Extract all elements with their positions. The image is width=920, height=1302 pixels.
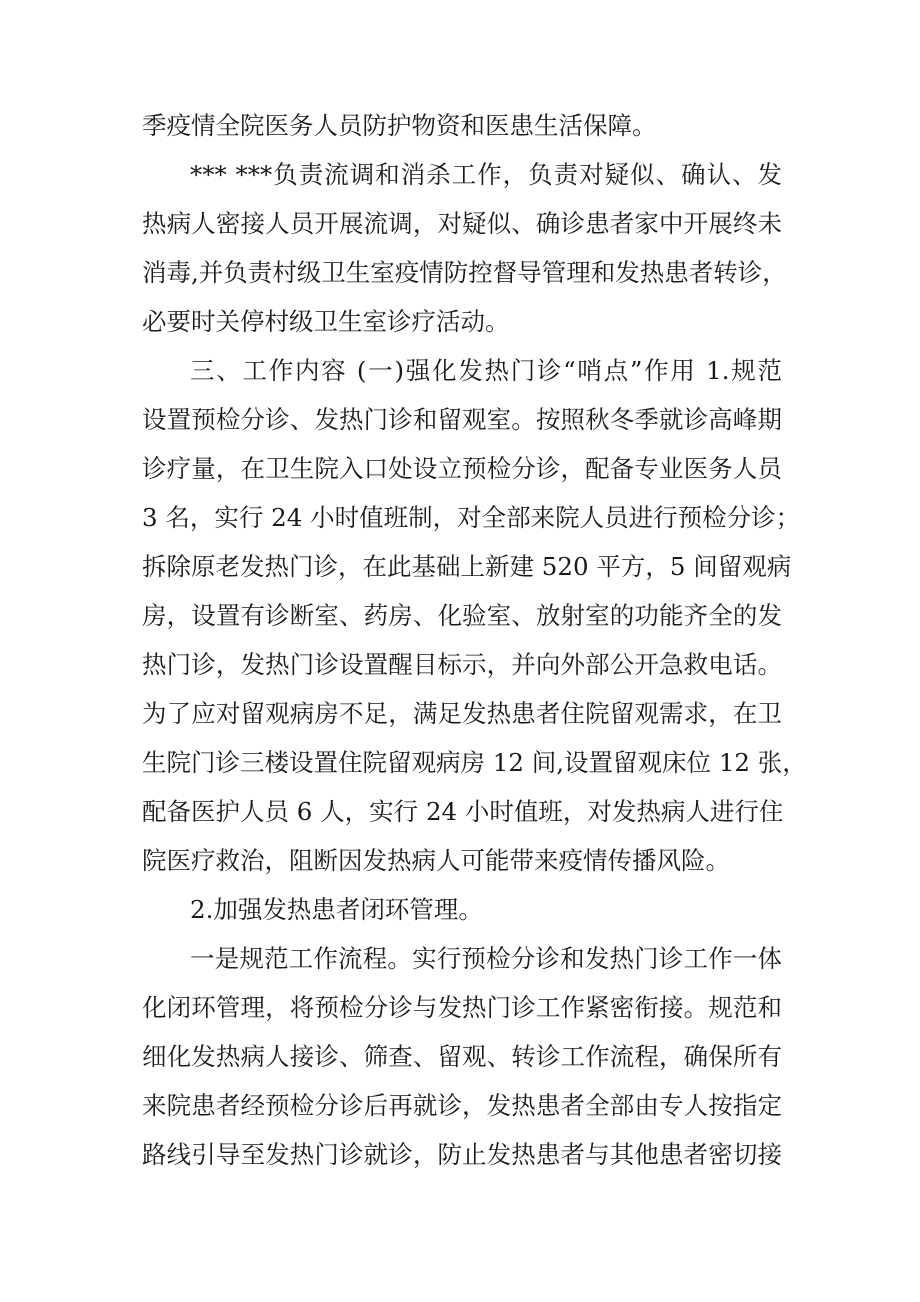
text-line: 3 名，实行 24 小时值班制，对全部来院人员进行预检分诊； bbox=[142, 503, 801, 532]
text-line: 必要时关停村级卫生室诊疗活动。 bbox=[142, 307, 510, 336]
text-line: *** ***负责流调和消杀工作，负责对疑似、确认、发 bbox=[190, 160, 782, 189]
text-line: 细化发热病人接诊、筛查、留观、转诊工作流程，确保所有 bbox=[142, 1042, 782, 1071]
text-line: 生院门诊三楼设置住院留观病房 12 间,设置留观床位 12 张， bbox=[142, 748, 807, 777]
text-line: 设置预检分诊、发热门诊和留观室。按照秋冬季就诊高峰期 bbox=[142, 405, 782, 434]
text-line: 热门诊，发热门诊设置醒目标示，并向外部公开急救电话。 bbox=[142, 650, 782, 679]
text-line: 诊疗量，在卫生院入口处设立预检分诊，配备专业医务人员 bbox=[142, 454, 782, 483]
text-line: 2.加强发热患者闭环管理。 bbox=[190, 895, 483, 924]
text-line: 房，设置有诊断室、药房、化验室、放射室的功能齐全的发 bbox=[142, 601, 782, 630]
text-line: 为了应对留观病房不足，满足发热患者住院留观需求，在卫 bbox=[142, 699, 782, 728]
text-line: 来院患者经预检分诊后再就诊，发热患者全部由专人按指定 bbox=[142, 1091, 782, 1120]
text-line: 院医疗救治，阻断因发热病人可能带来疫情传播风险。 bbox=[142, 846, 730, 875]
text-line: 拆除原老发热门诊，在此基础上新建 520 平方，5 间留观病 bbox=[142, 552, 792, 581]
text-line: 消毒,并负责村级卫生室疫情防控督导管理和发热患者转诊， bbox=[142, 258, 787, 287]
text-line: 热病人密接人员开展流调，对疑似、确诊患者家中开展终未 bbox=[142, 209, 782, 238]
text-line: 化闭环管理，将预检分诊与发热门诊工作紧密衔接。规范和 bbox=[142, 993, 782, 1022]
text-line: 配备医护人员 6 人，实行 24 小时值班，对发热病人进行住 bbox=[142, 797, 784, 826]
text-line: 路线引导至发热门诊就诊，防止发热患者与其他患者密切接 bbox=[142, 1140, 782, 1169]
text-line: 一是规范工作流程。实行预检分诊和发热门诊工作一体 bbox=[190, 944, 782, 973]
text-line: 季疫情全院医务人员防护物资和医患生活保障。 bbox=[142, 111, 657, 140]
text-line: 三、工作内容 (一)强化发热门诊“哨点”作用 1.规范 bbox=[190, 356, 782, 385]
